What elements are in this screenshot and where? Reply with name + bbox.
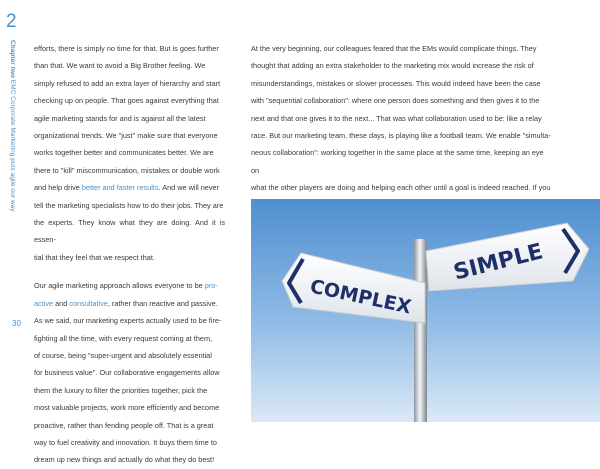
text-line: tial that they feel that we respect that.: [34, 252, 155, 262]
text-line: agile marketing stands for and is against all the latest: [34, 113, 206, 123]
text-line: way to fuel creativity and innovation. It buys them time to: [34, 437, 217, 447]
chapter-number: 2: [6, 11, 17, 32]
text-line: than that. We want to avoid a Big Brother feeling. We: [34, 61, 206, 71]
text-line: with "sequential collaboration": where one person does something and then gives it to the: [251, 96, 540, 106]
complex-sign-text: COMPLEX: [308, 275, 414, 319]
text-line: As we said, our marketing experts actually used to be fire-: [34, 316, 222, 326]
text-line: thought that adding an extra stakeholder to the marketing mix would increase the risk of: [251, 61, 534, 71]
left-column: [34, 40, 225, 469]
paragraph: [34, 277, 225, 468]
text-line: , rather than reactive and passive.: [107, 298, 218, 308]
text-line: and help drive: [34, 183, 82, 193]
chapter-subtitle: EMC Corporate Marketing puts agile our way: [9, 78, 16, 212]
text-line: proactive, rather than fending people off. That is a great: [34, 420, 214, 430]
signpost-pole: [414, 239, 427, 422]
page-number: 30: [12, 319, 21, 328]
text-line: works together better and communicates better. We are: [34, 148, 214, 158]
text-line: the experts. They know what they are doing. And it is essen-: [34, 218, 225, 245]
highlight-text: active: [34, 298, 54, 308]
highlight-text: pro-: [204, 281, 218, 291]
text-line: . And we will never: [158, 183, 219, 193]
text-line: for business value". Our collaborative engagements allow: [34, 368, 220, 378]
text-line: organizational trends. We "just" make sure that everyone: [34, 131, 218, 141]
text-line: them the luxury to filter the priorities together, pick the: [34, 385, 208, 395]
text-line: tell the marketing specialists how to do their jobs. They are: [34, 200, 224, 210]
text-line: efforts, there is simply no time for that. But is goes further: [34, 44, 219, 53]
text-line: there to "kill" miscommunication, mistakes or double work: [34, 165, 220, 175]
highlight-text: better and faster results: [81, 183, 159, 193]
text-line: what the other players are doing and helping each other until a goal is indeed reached. If you: [251, 183, 551, 193]
chapter-label: Chapter two: [9, 40, 16, 79]
text-line: checking up on people. That goes against everything that: [34, 96, 219, 106]
chapter-side-title: [2, 40, 18, 270]
simple-sign-text: SIMPLE: [451, 239, 546, 286]
text-line: and: [53, 298, 70, 308]
highlight-text: consultative: [69, 298, 108, 308]
text-line: At the very beginning, our colleagues feared that the EMs would complicate things. They: [251, 44, 537, 53]
text-line: next and that one gives it to the next... That was what collaboration used to be: like a relay: [251, 113, 542, 123]
text-line: most valuable projects, work more efficiently and become: [34, 403, 220, 413]
signpost-illustration: [251, 199, 600, 422]
text-line: Our agile marketing approach allows everyone to be: [34, 281, 205, 291]
text-line: of course, being "super-urgent and absolutely essential: [34, 350, 212, 360]
text-line: dream up new things and actually do what they do best!: [34, 455, 215, 465]
text-line: simply refused to add an extra layer of hierarchy and start: [34, 78, 221, 88]
text-line: misunderstandings, mistakes or slower processes. This would indeed have been the case: [251, 78, 541, 88]
paragraph: [34, 40, 225, 266]
text-line: neous collaboration": working together in the same place at the same time, keeping an eye on: [251, 148, 544, 175]
signpost-photo: [251, 199, 600, 422]
text-line: race. But our marketing team, these days, is playing like a football team. We enable "simulta-: [251, 131, 551, 141]
text-line: fighting all the time, with every request coming at them,: [34, 333, 213, 343]
